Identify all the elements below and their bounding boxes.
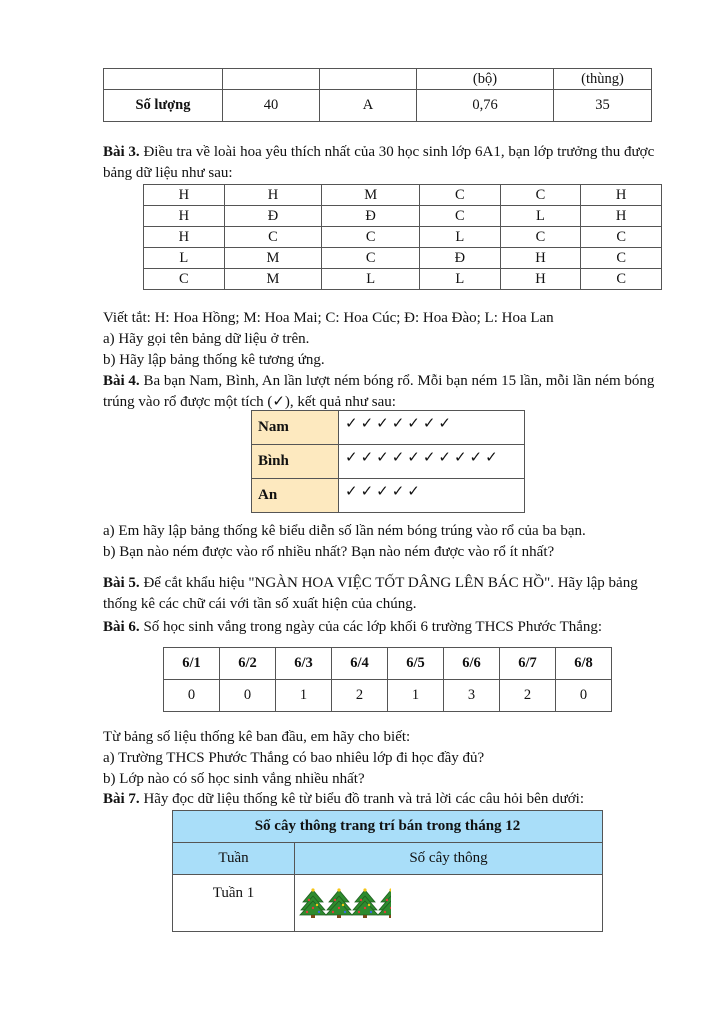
class-header: 6/8 — [556, 648, 612, 680]
bai6-text: Số học sinh vắng trong ngày của các lớp khối 6 trường THCS Phước Thắng: — [139, 619, 603, 635]
table-cell: H — [581, 185, 662, 206]
table-cell: L — [500, 206, 581, 227]
bai5-text: Để cắt khẩu hiệu "NGÀN HOA VIỆC TỐT DÂNG LÊN BÁC HỒ". Hãy lập bảng thống kê các chữ cái với tần số xuất hiện của chúng. — [103, 575, 638, 612]
absent-students-table — [163, 647, 612, 712]
bai7-paragraph — [103, 789, 673, 810]
bai4-text: Ba bạn Nam, Bình, An lần lượt ném bóng rổ. Mỗi bạn ném 15 lần, mỗi lần ném bóng trúng vào rổ được một tích (✓), kết quả như sau: — [103, 373, 655, 410]
table-cell: H — [224, 185, 322, 206]
table-cell: L — [420, 227, 501, 248]
pictograph-title: Số cây thông trang trí bán trong tháng 12 — [173, 811, 603, 843]
table-cell: C — [322, 227, 420, 248]
player-name: An — [252, 479, 339, 513]
tick-marks: ✓✓✓✓✓✓✓✓✓✓ — [339, 445, 525, 479]
pine-tree-icon — [325, 888, 353, 918]
table-row — [144, 248, 662, 269]
table-cell: M — [224, 248, 322, 269]
table-cell: C — [581, 248, 662, 269]
table-cell: Đ — [322, 206, 420, 227]
table-cell — [320, 69, 417, 90]
week-label: Tuần 1 — [173, 875, 295, 932]
flower-data-table — [143, 184, 662, 290]
table-cell: (thùng) — [554, 69, 652, 90]
table-cell: H — [581, 206, 662, 227]
bai6-intro: Từ bảng số liệu thống kê ban đầu, em hãy cho biết: — [103, 729, 411, 745]
table-cell: L — [322, 269, 420, 290]
table-cell: 0,76 — [417, 90, 554, 122]
class-header: 6/7 — [500, 648, 556, 680]
absent-count: 2 — [500, 680, 556, 712]
bai6-paragraph — [103, 617, 673, 638]
bai4-question-b: b) Bạn nào ném được vào rổ nhiều nhất? Bạn nào ném được vào rổ ít nhất? — [103, 544, 555, 560]
bai5-label: Bài 5. — [103, 575, 140, 591]
class-header: 6/4 — [332, 648, 388, 680]
table-cell: H — [500, 269, 581, 290]
bai4-question-a: a) Em hãy lập bảng thống kê biểu diễn số lần ném bóng trúng vào rổ của ba bạn. — [103, 523, 586, 539]
bai3-question-a: a) Hãy gọi tên bảng dữ liệu ở trên. — [103, 331, 310, 347]
table-cell — [104, 69, 223, 90]
bai3-text: Điều tra về loài hoa yêu thích nhất của 30 học sinh lớp 6A1, bạn lớp trưởng thu được bảng dữ liệu như sau: — [103, 144, 655, 181]
table-cell: C — [500, 185, 581, 206]
table-cell: C — [420, 185, 501, 206]
table-row — [144, 185, 662, 206]
table-cell: Đ — [420, 248, 501, 269]
table-cell: M — [224, 269, 322, 290]
table-cell: L — [420, 269, 501, 290]
table-row — [144, 206, 662, 227]
class-header: 6/1 — [164, 648, 220, 680]
class-header: 6/3 — [276, 648, 332, 680]
table-cell: H — [144, 185, 225, 206]
player-name: Nam — [252, 411, 339, 445]
bai4-paragraph — [103, 371, 673, 413]
pine-tree-icon — [351, 888, 379, 918]
absent-count: 0 — [164, 680, 220, 712]
table-cell: A — [320, 90, 417, 122]
table-row — [252, 479, 525, 513]
table-cell: 35 — [554, 90, 652, 122]
bai3-note: Viết tắt: H: Hoa Hồng; M: Hoa Mai; C: Hoa Cúc; Đ: Hoa Đào; L: Hoa Lan — [103, 310, 554, 326]
column-header-week: Tuần — [173, 843, 295, 875]
table-cell: H — [144, 206, 225, 227]
column-header-trees: Số cây thông — [295, 843, 603, 875]
table-cell — [223, 69, 320, 90]
table-cell: C — [144, 269, 225, 290]
table-cell: C — [322, 248, 420, 269]
table-cell: H — [500, 248, 581, 269]
basketball-table — [251, 410, 525, 513]
table-cell: L — [144, 248, 225, 269]
table-cell: C — [500, 227, 581, 248]
tree-icons-cell — [295, 875, 603, 932]
table-cell: M — [322, 185, 420, 206]
class-header: 6/6 — [444, 648, 500, 680]
bai3-label: Bài 3. — [103, 144, 140, 160]
class-header: 6/5 — [388, 648, 444, 680]
absent-count: 3 — [444, 680, 500, 712]
absent-count: 1 — [388, 680, 444, 712]
bai7-label: Bài 7. — [103, 791, 140, 807]
absent-count: 1 — [276, 680, 332, 712]
table-cell: C — [420, 206, 501, 227]
table-row — [144, 269, 662, 290]
bai3-question-b: b) Hãy lập bảng thống kê tương ứng. — [103, 352, 325, 368]
absent-count: 2 — [332, 680, 388, 712]
quantity-table — [103, 68, 652, 122]
bai6-label: Bài 6. — [103, 619, 140, 635]
bai4-label: Bài 4. — [103, 373, 140, 389]
bai6-question-b: b) Lớp nào có số học sinh vắng nhiều nhất? — [103, 771, 365, 787]
table-cell: C — [581, 269, 662, 290]
bai5-paragraph — [103, 573, 673, 615]
player-name: Bình — [252, 445, 339, 479]
absent-count: 0 — [556, 680, 612, 712]
bai6-question-a: a) Trường THCS Phước Thắng có bao nhiêu lớp đi học đầy đủ? — [103, 750, 485, 766]
pine-tree-pictograph — [172, 810, 603, 932]
pine-tree-icon — [377, 888, 391, 918]
table-row — [164, 648, 612, 680]
bai3-paragraph — [103, 142, 673, 184]
bai7-text: Hãy đọc dữ liệu thống kê từ biểu đồ tranh và trả lời các câu hỏi bên dưới: — [139, 791, 584, 807]
table-cell: Đ — [224, 206, 322, 227]
table-row — [144, 227, 662, 248]
table-row — [252, 411, 525, 445]
table-cell: (bộ) — [417, 69, 554, 90]
table-row — [252, 445, 525, 479]
table-cell: C — [581, 227, 662, 248]
table-cell: 40 — [223, 90, 320, 122]
pine-tree-icon — [299, 888, 327, 918]
table-cell: H — [144, 227, 225, 248]
class-header: 6/2 — [220, 648, 276, 680]
tick-marks: ✓✓✓✓✓ — [339, 479, 525, 513]
absent-count: 0 — [220, 680, 276, 712]
tick-marks: ✓✓✓✓✓✓✓ — [339, 411, 525, 445]
table-cell: C — [224, 227, 322, 248]
table-cell: Số lượng — [104, 90, 223, 122]
table-row — [164, 680, 612, 712]
